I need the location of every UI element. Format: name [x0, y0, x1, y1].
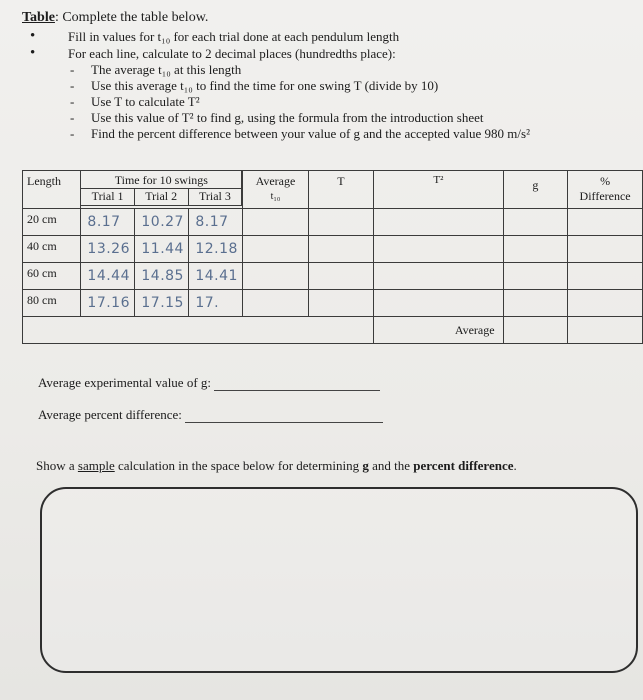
sub-bullet-item: - Use T to calculate T²: [70, 94, 200, 109]
trial3-cell[interactable]: 12.18: [189, 236, 243, 263]
trial3-cell[interactable]: 17.: [189, 290, 243, 317]
table-row: [23, 290, 643, 317]
dash-icon: -: [70, 62, 75, 77]
trial1-cell[interactable]: 8.17: [81, 209, 135, 236]
g-cell[interactable]: [503, 263, 568, 290]
g-cell[interactable]: [503, 290, 568, 317]
instruction-list: [30, 28, 530, 142]
trial1-header: Trial 1: [81, 189, 134, 206]
table-row: [23, 209, 643, 236]
trial3-cell[interactable]: 14.41: [189, 263, 243, 290]
trial1-cell[interactable]: 14.44: [81, 263, 135, 290]
average-g-blank[interactable]: [214, 390, 380, 391]
average-percent-blank[interactable]: [185, 422, 383, 423]
average-percent-line: Average percent difference:: [38, 407, 383, 423]
percent-cell[interactable]: [568, 209, 643, 236]
bullet-icon: •: [30, 45, 36, 61]
sample-instruction: Show a sample calculation in the space below for determining g and the percent difference.: [36, 458, 517, 473]
T-cell[interactable]: [308, 209, 374, 236]
trial3-cell[interactable]: 8.17: [189, 209, 243, 236]
table-row: [23, 236, 643, 263]
length-cell: 60 cm: [23, 263, 81, 290]
bullet-icon: •: [30, 28, 36, 44]
dash-icon: -: [70, 94, 75, 109]
average-cell[interactable]: [243, 263, 308, 290]
percent-difference-header: % Difference: [568, 171, 643, 209]
average-g-line: Average experimental value of g:: [38, 375, 380, 391]
time-group-header: [81, 171, 243, 209]
table-heading: Table: Complete the table below.: [22, 10, 209, 25]
T-cell[interactable]: [308, 263, 374, 290]
trial2-cell[interactable]: 11.44: [135, 236, 189, 263]
T2-cell[interactable]: [374, 209, 503, 236]
trial3-header: Trial 3: [188, 189, 242, 206]
length-header: Length: [23, 171, 81, 209]
T-cell[interactable]: [308, 236, 374, 263]
average-header: Average t₁₀: [243, 171, 308, 209]
trial1-cell[interactable]: 17.16: [81, 290, 135, 317]
bullet-item: • Fill in values for t₁₀ for each trial done at each pendulum length: [30, 28, 400, 44]
length-cell: 20 cm: [23, 209, 81, 236]
trial2-header: Trial 2: [134, 189, 188, 206]
time-group-title: Time for 10 swings: [81, 171, 241, 189]
T2-cell[interactable]: [374, 236, 503, 263]
average-row-blank: [23, 317, 374, 344]
average-row: [23, 317, 643, 344]
sub-bullet-item: - Use this average t₁₀ to find the time for one swing T (divide by 10): [70, 78, 439, 93]
bullet-item: • For each line, calculate to 2 decimal places (hundredths place):: [30, 45, 396, 61]
header-row: [23, 171, 643, 209]
sub-bullet-item: - Use this value of T² to find g, using the formula from the introduction sheet: [70, 110, 484, 125]
average-g-cell[interactable]: [503, 317, 568, 344]
trial2-cell[interactable]: 10.27: [135, 209, 189, 236]
trial2-cell[interactable]: 17.15: [135, 290, 189, 317]
average-cell[interactable]: [243, 290, 308, 317]
average-row-label: Average: [374, 317, 503, 344]
T2-cell[interactable]: [374, 290, 503, 317]
dash-icon: -: [70, 126, 75, 141]
trial1-cell[interactable]: 13.26: [81, 236, 135, 263]
T-cell[interactable]: [308, 290, 374, 317]
trial2-cell[interactable]: 14.85: [135, 263, 189, 290]
g-header: g: [503, 171, 568, 209]
percent-cell[interactable]: [568, 263, 643, 290]
T2-header: T²: [374, 171, 503, 209]
length-cell: 40 cm: [23, 236, 81, 263]
T2-cell[interactable]: [374, 263, 503, 290]
dash-icon: -: [70, 110, 75, 125]
g-cell[interactable]: [503, 209, 568, 236]
sample-calculation-box[interactable]: [40, 487, 638, 673]
g-cell[interactable]: [503, 236, 568, 263]
average-cell[interactable]: [243, 209, 308, 236]
sub-bullet-item: - Find the percent difference between your value of g and the accepted value 980 m/s²: [70, 126, 530, 141]
average-cell[interactable]: [243, 236, 308, 263]
percent-cell[interactable]: [568, 290, 643, 317]
length-cell: 80 cm: [23, 290, 81, 317]
pendulum-data-table: [22, 170, 643, 344]
sub-bullet-item: - The average t₁₀ at this length: [70, 62, 242, 77]
percent-cell[interactable]: [568, 236, 643, 263]
average-percent-cell[interactable]: [568, 317, 643, 344]
table-row: [23, 263, 643, 290]
T-header: T: [308, 171, 374, 209]
dash-icon: -: [70, 78, 75, 93]
